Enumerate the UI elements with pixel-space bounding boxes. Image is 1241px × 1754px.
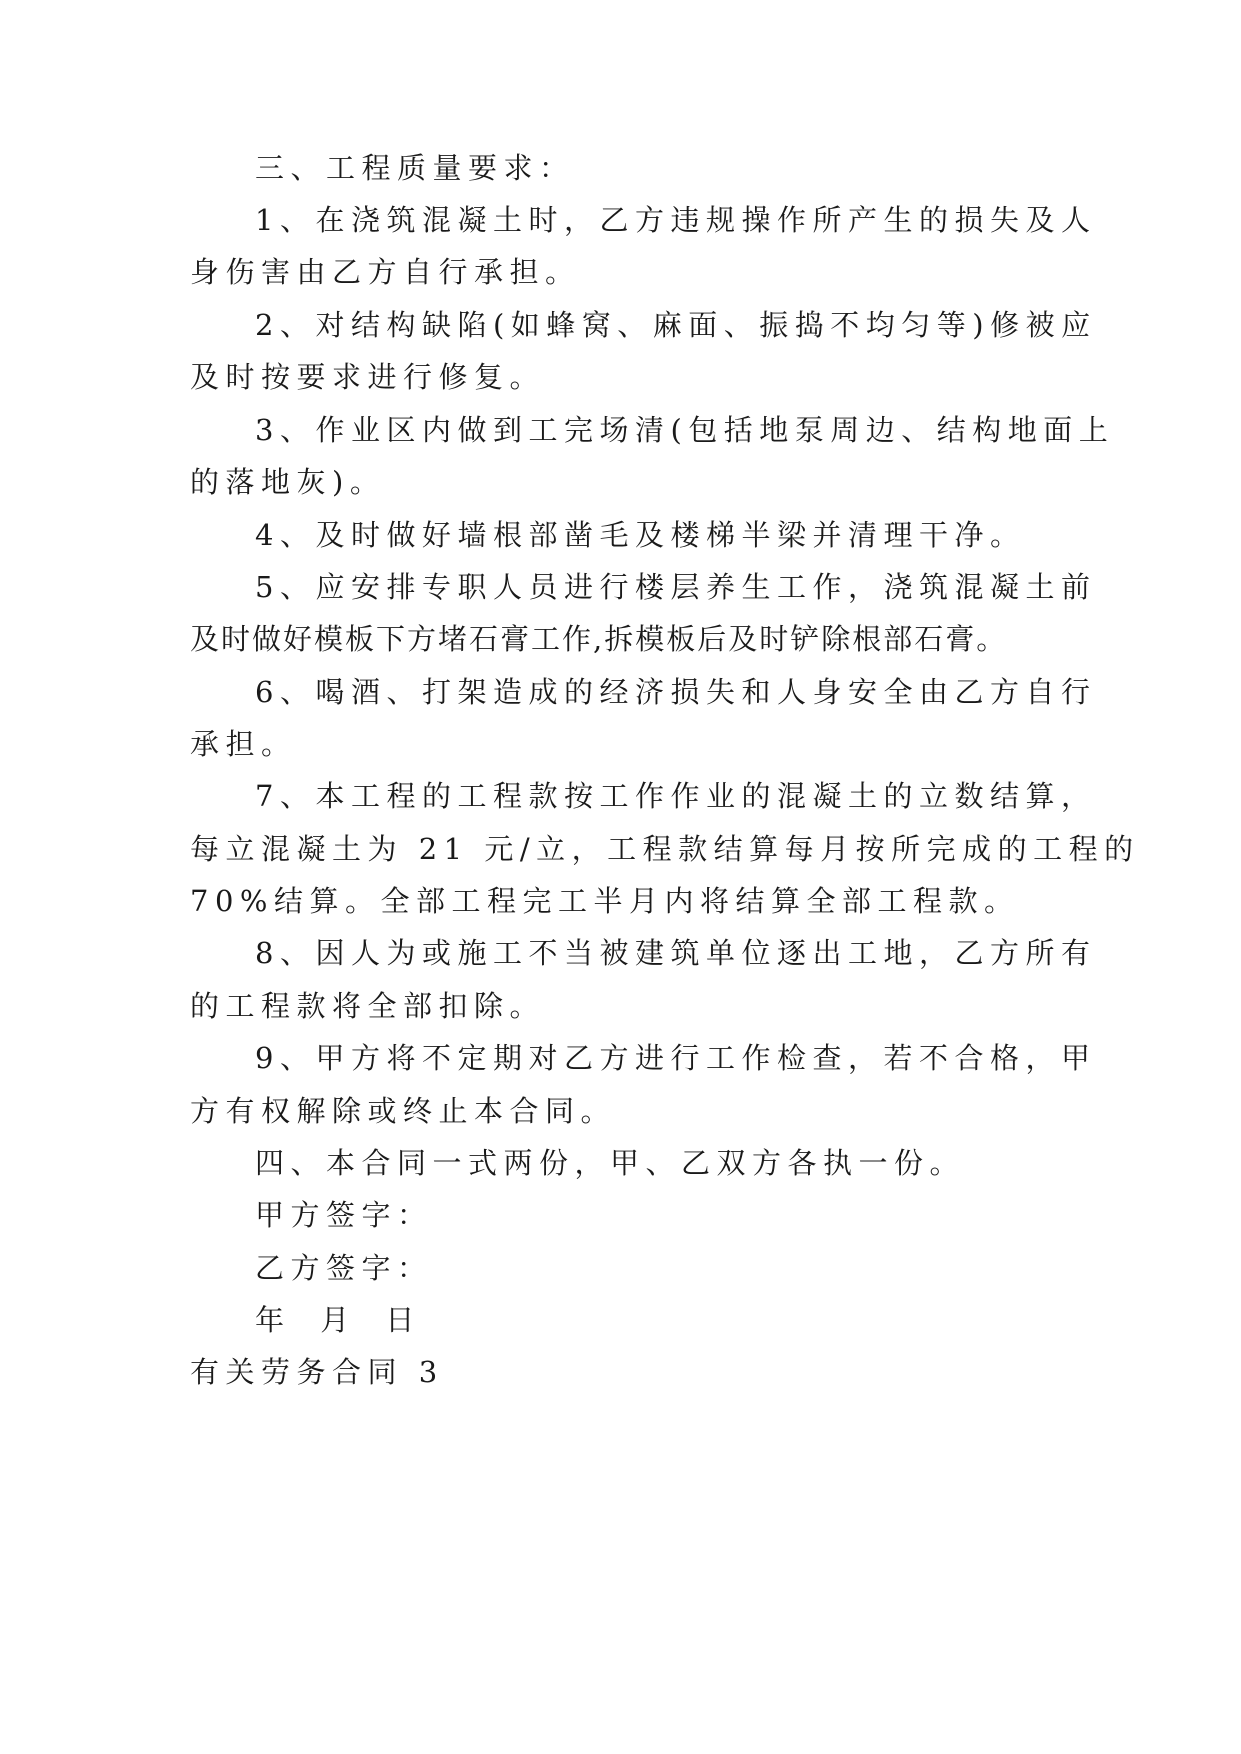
next-document-title: 有关劳务合同 3 bbox=[190, 1355, 444, 1389]
party-b-signature-label: 乙方签字： bbox=[255, 1251, 433, 1285]
item-7-line-1: 7、本工程的工程款按工作作业的混凝土的立数结算， bbox=[255, 779, 1097, 813]
party-a-signature-label: 甲方签字： bbox=[255, 1198, 433, 1232]
item-6-line-1: 6、喝酒、打架造成的经济损失和人身安全由乙方自行 bbox=[255, 675, 1097, 709]
item-8-line-2: 的工程款将全部扣除。 bbox=[190, 989, 546, 1023]
item-4-line-1: 4、及时做好墙根部凿毛及楼梯半梁并清理干净。 bbox=[255, 518, 1026, 552]
item-2-line-1: 2、对结构缺陷(如蜂窝、麻面、振捣不均匀等)修被应 bbox=[255, 308, 1097, 342]
item-1-line-2: 身伤害由乙方自行承担。 bbox=[190, 255, 581, 289]
item-7-line-2: 每立混凝土为 21 元/立，工程款结算每月按所完成的工程的 bbox=[190, 832, 1140, 866]
item-5-line-1: 5、应安排专职人员进行楼层养生工作，浇筑混凝土前 bbox=[255, 570, 1097, 604]
item-9-line-1: 9、甲方将不定期对乙方进行工作检查，若不合格，甲 bbox=[255, 1041, 1097, 1075]
item-5-line-2: 及时做好模板下方堵石膏工作,拆模板后及时铲除根部石膏。 bbox=[190, 622, 1008, 656]
item-6-line-2: 承担。 bbox=[190, 727, 297, 761]
item-3-line-2: 的落地灰)。 bbox=[190, 465, 386, 499]
item-2-line-2: 及时按要求进行修复。 bbox=[190, 360, 546, 394]
item-1-line-1: 1、在浇筑混凝土时，乙方违规操作所产生的损失及人 bbox=[255, 203, 1097, 237]
date-line: 年 月 日 bbox=[255, 1303, 421, 1337]
section-heading-quality: 三、工程质量要求： bbox=[255, 151, 575, 185]
item-8-line-1: 8、因人为或施工不当被建筑单位逐出工地，乙方所有 bbox=[255, 936, 1097, 970]
section-4-copies: 四、本合同一式两份，甲、乙双方各执一份。 bbox=[255, 1146, 966, 1180]
item-7-line-3: 70%结算。全部工程完工半月内将结算全部工程款。 bbox=[190, 884, 1020, 918]
item-9-line-2: 方有权解除或终止本合同。 bbox=[190, 1094, 617, 1128]
item-3-line-1: 3、作业区内做到工完场清(包括地泵周边、结构地面上 bbox=[255, 413, 1115, 447]
